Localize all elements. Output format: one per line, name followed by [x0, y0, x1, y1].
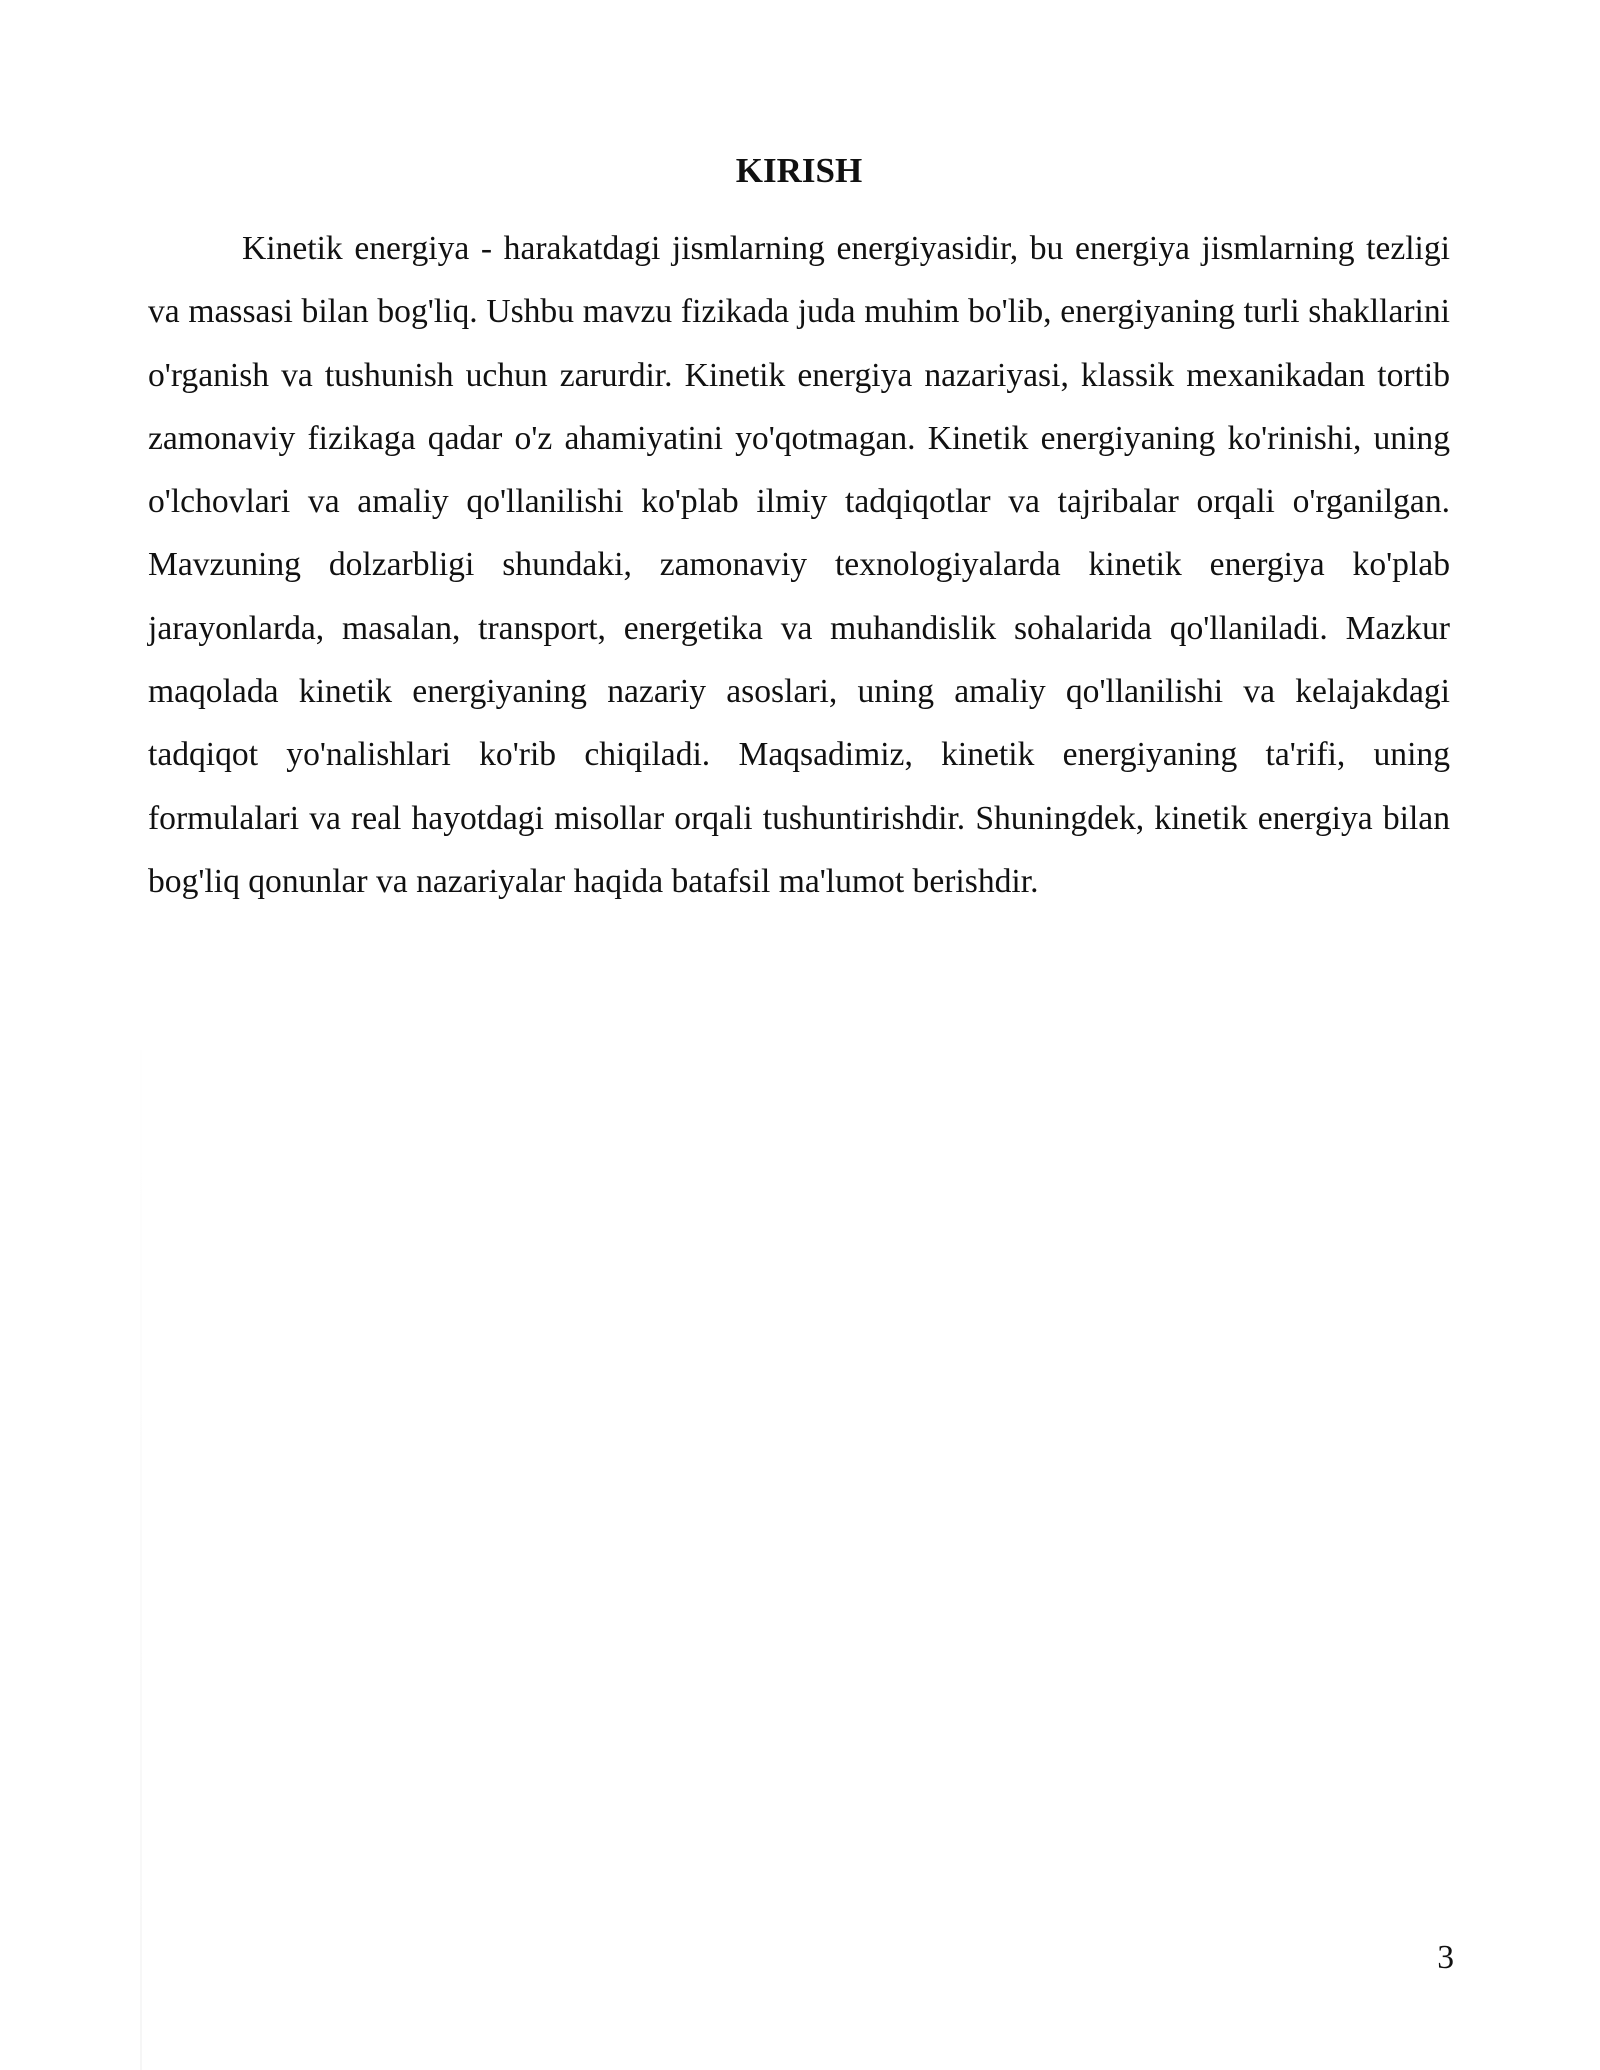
page-number: 3 — [1437, 1939, 1454, 1976]
page-edge-shadow — [140, 990, 142, 2070]
section-heading: KIRISH — [735, 151, 863, 190]
body-paragraph: Kinetik energiya - harakatdagi jismlarning energiyasidir, bu energiya jismlarning tezligi va massasi bilan bog'liq. Ushbu mavzu fizikada juda muhim bo'lib, energiyaning turli shakllarini o'rganish va tushunish uchun zarurdir. Kinetik energiya nazariyasi, klassik mexanikadan tortib zamonaviy fizikaga qadar o'z ahamiyatini yo'qotmagan. Kinetik energiyaning ko'rinishi, uning o'lchovlari va amaliy qo'llanilishi ko'plab ilmiy tadqiqotlar va tajribalar orqali o'rganilgan. Mavzuning dolzarbligi shundaki, zamonaviy texnologiyalarda kinetik energiya ko'plab jarayonlarda, masalan, transport, energetika va muhandislik sohalarida qo'llaniladi. Mazkur maqolada kinetik energiyaning nazariy asoslari, uning amaliy qo'llanilishi va kelajakdagi tadqiqot yo'nalishlari ko'rib chiqiladi. Maqsadimiz, kinetik energiyaning ta'rifi, uning formulalari va real hayotdagi misollar orqali tushuntirishdir. Shuningdek, kinetik energiya bilan bog'liq qonunlar va nazariyalar haqida batafsil ma'lumot berishdir. — [148, 230, 1450, 900]
